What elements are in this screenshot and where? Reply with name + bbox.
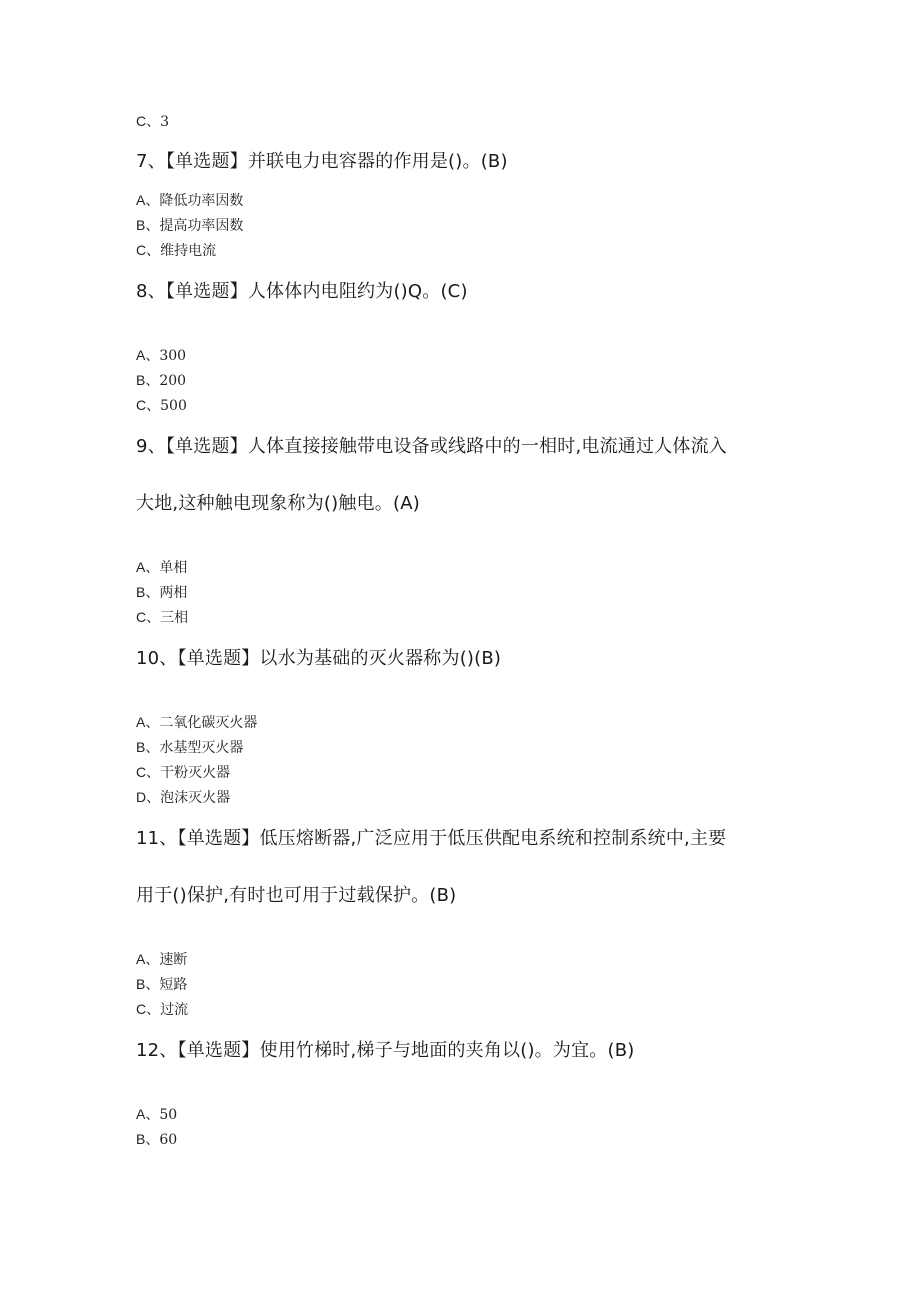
question-9-line-1: 9、【单选题】人体直接接触带电设备或线路中的一相时,电流通过人体流入 [136, 436, 727, 457]
option-q8-b [136, 371, 186, 390]
option-letter: C、 [136, 609, 161, 625]
option-text: 三相 [160, 610, 189, 626]
option-q7-a [136, 191, 243, 210]
option-q10-d [136, 788, 230, 807]
option-q10-a [136, 713, 257, 732]
option-q11-a [136, 950, 187, 969]
option-q11-c [136, 1000, 188, 1019]
option-q12-a [136, 1105, 177, 1124]
option-letter: A、 [136, 1106, 160, 1122]
option-q10-c [136, 763, 230, 782]
option-letter: A、 [136, 559, 160, 575]
option-letter: D、 [136, 789, 161, 805]
option-text: 60 [159, 1132, 178, 1148]
option-text: 过流 [160, 1002, 189, 1018]
option-text: 泡沫灭火器 [160, 790, 231, 806]
option-q8-c [136, 396, 187, 415]
question-11-line-2: 用于()保护,有时也可用于过载保护。(B) [136, 885, 457, 906]
option-text: 维持电流 [160, 243, 217, 259]
option-letter: A、 [136, 714, 160, 730]
question-8: 8、【单选题】人体体内电阻约为()Q。(C) [136, 281, 468, 302]
option-text: 3 [160, 114, 170, 130]
option-letter: B、 [136, 976, 160, 992]
option-letter: B、 [136, 584, 160, 600]
option-letter: C、 [136, 397, 161, 413]
option-q12-b [136, 1130, 177, 1149]
option-letter: A、 [136, 951, 160, 967]
option-text: 50 [159, 1107, 178, 1123]
option-text: 降低功率因数 [159, 193, 244, 209]
option-q11-b [136, 975, 187, 994]
question-7: 7、【单选题】并联电力电容器的作用是()。(B) [136, 151, 508, 172]
option-q9-b [136, 583, 187, 602]
option-text: 200 [159, 373, 187, 389]
option-text: 水基型灭火器 [159, 740, 244, 756]
option-text: 单相 [159, 560, 188, 576]
option-letter: C、 [136, 764, 161, 780]
option-q6-c [136, 112, 169, 131]
question-10: 10、【单选题】以水为基础的灭火器称为()(B) [136, 648, 502, 669]
option-letter: A、 [136, 192, 160, 208]
option-q8-a [136, 346, 186, 365]
option-letter: B、 [136, 217, 160, 233]
option-letter: A、 [136, 347, 160, 363]
option-q7-b [136, 216, 243, 235]
option-letter: B、 [136, 739, 160, 755]
option-letter: B、 [136, 1131, 160, 1147]
option-text: 500 [160, 398, 187, 414]
option-text: 干粉灭火器 [160, 765, 231, 781]
option-letter: C、 [136, 113, 161, 129]
option-letter: C、 [136, 242, 161, 258]
option-q9-a [136, 558, 187, 577]
question-12: 12、【单选题】使用竹梯时,梯子与地面的夹角以()。为宜。(B) [136, 1040, 635, 1061]
option-q10-b [136, 738, 243, 757]
option-q7-c [136, 241, 216, 260]
option-letter: B、 [136, 372, 160, 388]
question-11-line-1: 11、【单选题】低压熔断器,广泛应用于低压供配电系统和控制系统中,主要 [136, 828, 727, 849]
option-text: 速断 [159, 952, 188, 968]
option-text: 提高功率因数 [159, 218, 244, 234]
question-9-line-2: 大地,这种触电现象称为()触电。(A) [136, 493, 420, 514]
option-q9-c [136, 608, 188, 627]
option-text: 二氧化碳灭火器 [159, 715, 258, 731]
option-text: 两相 [159, 585, 188, 601]
option-text: 短路 [159, 977, 188, 993]
option-text: 300 [159, 348, 187, 364]
option-letter: C、 [136, 1001, 161, 1017]
